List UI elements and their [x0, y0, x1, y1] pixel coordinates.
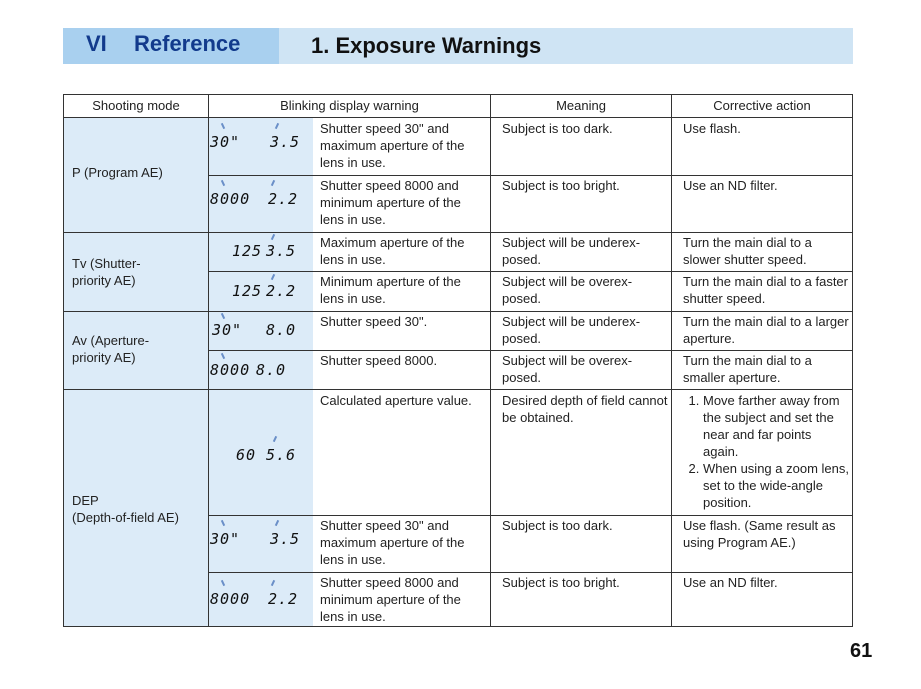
column-header-mode: Shooting mode [92, 98, 180, 113]
action-text: Use an ND filter. [683, 575, 778, 590]
warning-text: Shutter speed 8000. [320, 353, 438, 368]
lcd-aperture: 2.2 [266, 282, 297, 300]
action-step: 2. When using a zoom lens, set to the wide-angle position. [703, 460, 849, 511]
action-text: Turn the main dial to a slower shutter speed. [683, 235, 812, 267]
column-divider [208, 94, 209, 627]
lcd-shutter: 30" [212, 321, 243, 339]
lcd-aperture: 8.0 [266, 321, 297, 339]
column-header-display: Blinking display warning [280, 98, 419, 113]
warning-text: Shutter speed 8000 and minimum aperture of the lens in use. [320, 178, 461, 227]
lcd-aperture: 2.2 [268, 590, 299, 608]
warning-text: Shutter speed 30" and maximum aperture of the lens in use. [320, 518, 465, 567]
meaning-text: Subject is too bright. [502, 575, 620, 590]
action-text: Use flash. [683, 121, 741, 136]
lcd-shutter: 30" [210, 133, 241, 151]
mode-label-dep: DEP (Depth-of-field AE) [72, 493, 179, 525]
mode-label-av: Av (Aperture- priority AE) [72, 333, 150, 365]
action-step: 1. Move farther away from the subject and set the near and far points again. [703, 392, 849, 460]
row-divider [63, 389, 853, 390]
meaning-text: Subject is too dark. [502, 121, 613, 136]
warning-text: Calculated aperture value. [320, 393, 472, 408]
column-divider [490, 94, 491, 627]
lcd-shutter: 8000 [210, 190, 251, 208]
warning-text: Shutter speed 30". [320, 314, 428, 329]
row-divider [63, 232, 853, 233]
lcd-shutter: 8000 [210, 590, 251, 608]
header-divider [63, 117, 853, 118]
meaning-text: Subject will be underex- posed. [502, 314, 641, 346]
meaning-text: Subject is too dark. [502, 518, 613, 533]
column-header-action: Corrective action [713, 98, 811, 113]
column-divider [671, 94, 672, 627]
section-title: Reference [134, 31, 241, 56]
lcd-aperture: 3.5 [270, 133, 301, 151]
row-divider [63, 311, 853, 312]
action-text: Use an ND filter. [683, 178, 778, 193]
lcd-aperture: 5.6 [266, 446, 297, 464]
lcd-aperture: 2.2 [268, 190, 299, 208]
warning-text: Minimum aperture of the lens in use. [320, 274, 461, 306]
warning-text: Maximum aperture of the lens in use. [320, 235, 465, 267]
row-divider [208, 572, 853, 573]
action-text: Turn the main dial to a smaller aperture. [683, 353, 812, 385]
action-text: Turn the main dial to a faster shutter speed. [683, 274, 848, 306]
row-divider [208, 175, 853, 176]
lcd-shutter: 125 [232, 242, 263, 260]
action-text: Turn the main dial to a larger aperture. [683, 314, 849, 346]
column-header-meaning: Meaning [556, 98, 606, 113]
meaning-text: Subject will be overex- posed. [502, 274, 633, 306]
section-number: VI [86, 31, 107, 56]
meaning-text: Subject is too bright. [502, 178, 620, 193]
meaning-text: Desired depth of field cannot be obtained. [502, 393, 668, 425]
lcd-aperture: 3.5 [270, 530, 301, 548]
action-list [683, 392, 849, 511]
mode-label-program: P (Program AE) [72, 165, 163, 180]
page-number: 61 [850, 640, 873, 662]
action-text: Use flash. (Same result as using Program AE.) [683, 518, 836, 550]
lcd-aperture: 8.0 [256, 361, 287, 379]
lcd-aperture: 3.5 [266, 242, 297, 260]
warning-text: Shutter speed 8000 and minimum aperture of the lens in use. [320, 575, 461, 624]
warning-text: Shutter speed 30" and maximum aperture of the lens in use. [320, 121, 465, 170]
lcd-shutter: 125 [232, 282, 263, 300]
mode-label-tv: Tv (Shutter- priority AE) [72, 256, 141, 288]
lcd-shutter: 8000 [210, 361, 251, 379]
chapter-title: 1. Exposure Warnings [311, 33, 542, 58]
row-divider [208, 515, 853, 516]
meaning-text: Subject will be underex- posed. [502, 235, 641, 267]
row-divider [208, 271, 853, 272]
lcd-shutter: 60 [236, 446, 257, 464]
meaning-text: Subject will be overex- posed. [502, 353, 633, 385]
lcd-shutter: 30" [210, 530, 241, 548]
row-divider [208, 350, 853, 351]
